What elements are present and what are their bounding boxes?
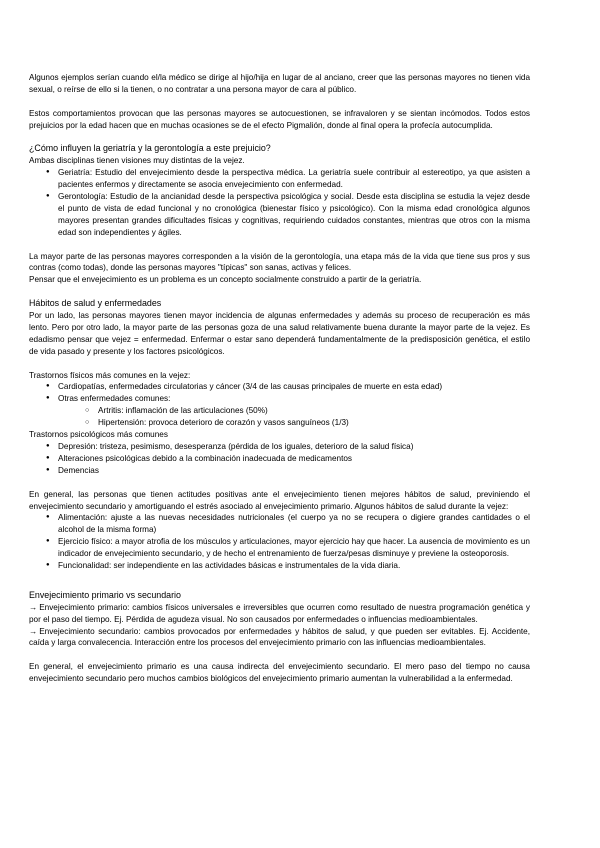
sublist-item-hipertension: ○ Hipertensión: provoca deterioro de corazón y vasos sanguíneos (1/3) — [29, 417, 530, 429]
health-habits-heading: Hábitos de salud y enfermedades — [29, 298, 162, 309]
arrow-icon: → — [29, 602, 38, 612]
psychological-disorders-list — [29, 441, 530, 477]
other-diseases-sublist — [29, 405, 530, 429]
positive-attitudes-paragraph: En general, las personas que tienen actitudes positivas ante el envejecimiento tienen mejores hábitos de salud, previniendo el envejecimiento secundario y amortiguando el estrés asociado al envejecimiento primario. Algunos hábitos de salud durante la vejez: — [29, 489, 530, 511]
health-habits-paragraph: Por un lado, las personas mayores tienen mayor incidencia de algunas enfermedades y además su proceso de recuperación es más lento. Pero por otro lado, la mayor parte de las personas goza de una salud relativamente buena durante la mayor parte de la vejez. Es edadismo pensar que vejez = enfermedad. Enfermar o estar sano dependerá fundamentalmente de la predisposición genética, el estilo de vida pasado y presente y los factores psicológicos. — [29, 311, 530, 356]
final-paragraph: En general, el envejecimiento primario es una causa indirecta del envejecimiento secundario. El mero paso del tiempo no causa envejecimiento secundario pero muchos cambios biológicos del envejecimiento primario aumentan la vulnerabilidad a la enfermedad. — [29, 662, 530, 684]
health-habits-list — [29, 512, 530, 572]
sublist-item-artritis: ○ Artritis: inflamación de las articulaciones (50%) — [29, 405, 530, 417]
geriatria-concept-paragraph: Pensar que el envejecimiento es un problema es un concepto socialmente construido a partir de la geriatría. — [29, 275, 422, 285]
intro-paragraph-2: Estos comportamientos provocan que las personas mayores se autocuestionen, se infravaloren y se sientan incómodos. Todos estos prejuicios por la edad hacen que en muchas ocasiones se de el efecto Pigmalión, donde al final opera la profecía autocumplida. — [29, 108, 530, 130]
aging-types-heading: Envejecimiento primario vs secundario — [29, 589, 181, 600]
primary-aging-text: Envejecimiento primario: cambios físicos universales e irreversibles que ocurren como resultado de nuestra programación genética y por el paso del tiempo. Ej. Pérdida de agudeza visual. No son causados por enfermedades o influencias medioambientales. — [29, 602, 530, 624]
list-item-alteraciones: ● Alteraciones psicológicas debido a la combinación inadecuada de medicamentos — [29, 453, 530, 465]
physical-disorders-list — [29, 381, 530, 405]
secondary-aging-paragraph — [29, 626, 530, 650]
list-item-otras-enfermedades: ● Otras enfermedades comunes: — [29, 393, 530, 405]
arrow-icon: → — [29, 626, 38, 636]
list-item-funcionalidad: ● Funcionalidad: ser independiente en las actividades básicas e instrumentales de la vida diaria. — [29, 560, 530, 572]
list-item-ejercicio: ● Ejercicio físico: a mayor atrofia de los músculos y articulaciones, mayor ejercicio hay que hacer. La ausencia de movimiento es un indicador de envejecimiento secundario, y de hecho el entrenamiento de fuerza/pesas disminuye y previene la osteoporosis. — [29, 536, 530, 560]
list-item-geriatria: ● Geriatría: Estudio del envejecimiento desde la perspectiva médica. La geriatría suele contribuir al estereotipo, ya que asisten a pacientes enfermos y directamente se asocia envejecimiento con enfermedad. — [29, 167, 530, 191]
list-item-cardiopatias: ● Cardiopatías, enfermedades circulatorias y cáncer (3/4 de las causas principales de muerte en esta edad) — [29, 381, 530, 393]
intro-paragraph-1: Algunos ejemplos serían cuando el/la médico se dirige al hijo/hija en lugar de al anciano, creer que las personas mayores no tienen vida sexual, o reírse de ello si la tienen, o no contratar a una persona mayor de cara al público. — [29, 73, 530, 94]
secondary-aging-text: Envejecimiento secundario: cambios provocados por enfermedades y hábitos de salud, y que pueden ser evitables. Ej. Accidente, caída y larga convalecencia. Interacción entre los procesos del envejecimiento primario con las influencias medioambientales. — [29, 626, 530, 648]
list-item-alimentacion: ● Alimentación: ajuste a las nuevas necesidades nutricionales (el cuerpo ya no se recupera o digiere grandes cantidades o el alcohol de la misma forma) — [29, 512, 530, 536]
physical-disorders-title: Trastornos físicos más comunes en la vejez: — [29, 370, 191, 380]
psychological-disorders-title: Trastornos psicológicos más comunes — [29, 430, 168, 440]
disciplines-intro: Ambas disciplinas tienen visiones muy distintas de la vejez. — [29, 156, 245, 166]
disciplines-list — [29, 167, 530, 238]
gerontology-vision-paragraph: La mayor parte de las personas mayores corresponden a la visión de la gerontología, una etapa más de la vida que tiene sus pros y sus contras (como todas), donde las personas mayores "típicas" son sanas, activas y felices. — [29, 251, 530, 273]
list-item-depresion: ● Depresión: tristeza, pesimismo, desesperanza (pérdida de los iguales, deterioro de la salud física) — [29, 441, 530, 453]
list-item-demencias: ● Demencias — [29, 465, 530, 477]
primary-aging-paragraph — [29, 602, 530, 626]
list-item-gerontologia: ● Gerontología: Estudio de la ancianidad desde la perspectiva psicológica y social. Desde esta disciplina se estudia la vejez desde el punto de vista de edad funcional y no cronológica (bienestar físico y psicológico). Con la misma edad cronológica algunos mayores presentan grandes dificultades físicas y cognitivas, requiriendo cuidados constantes, mientras que otros con la misma edad son independientes y ágiles. — [29, 191, 530, 239]
geriatria-question-heading: ¿Cómo influyen la geriatría y la gerontología a este prejuicio? — [29, 143, 271, 154]
